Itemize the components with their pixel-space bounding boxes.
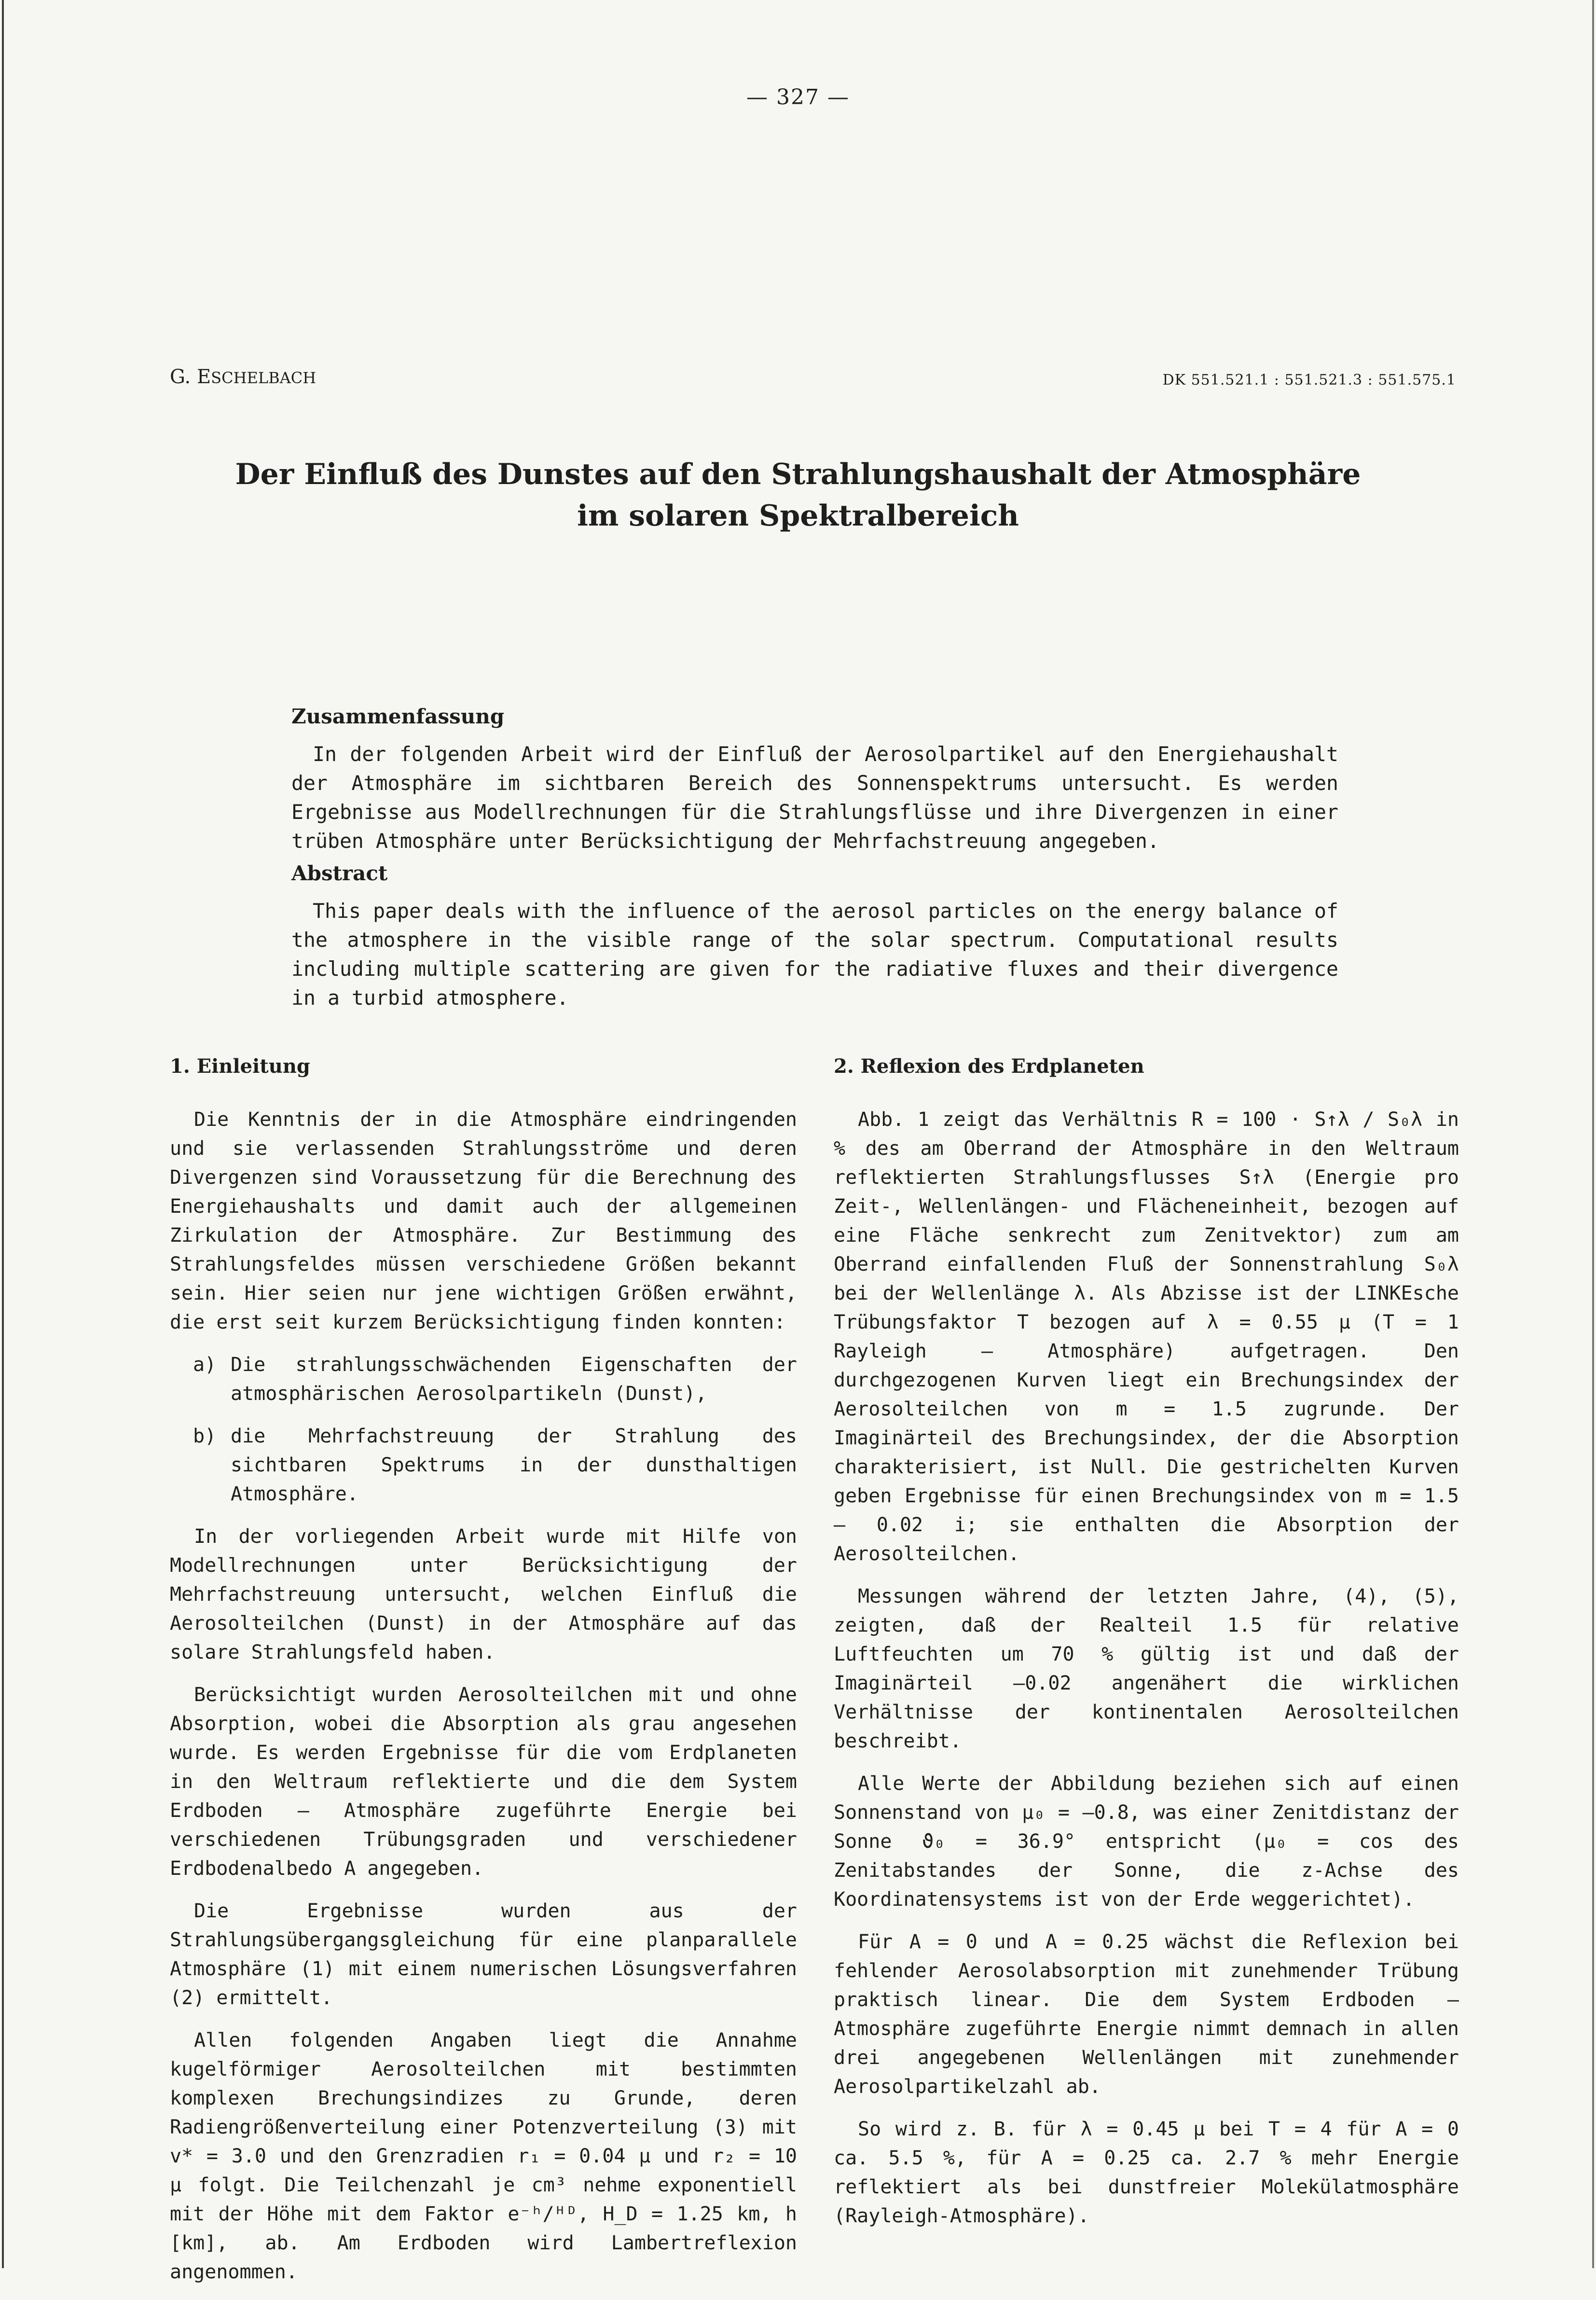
section-2-paragraph: Alle Werte der Abbildung beziehen sich auf einen Sonnenstand von μ₀ = —0.8, was einer Zenitdistanz der Sonne ϑ₀ = 36.9° entspricht (μ₀ = cos des Zenitabstandes der Sonne, die z-Achse des Koordinatensystems ist von der Erde weggerichtet). — [834, 1773, 1459, 1911]
title-line-2: im solaren Spektralbereich — [577, 499, 1019, 533]
section-2-paragraph: Abb. 1 zeigt das Verhältnis R = 100 · S↑λ / S₀λ in % des am Oberrand der Atmosphäre in den Weltraum reflektierten Strahlungsflusses S↑λ (Energie pro Zeit-, Wellenlängen- und Flächeneinheit, bezogen auf eine Fläche senkrecht zum Zenitvektor) zum am Oberrand einfallenden Fluß der Sonnenstrahlung S₀λ bei der Wellenlänge λ. Als Abzisse ist der LINKEsche Trübungsfaktor T bezogen auf λ = 0.55 μ (T = 1 Rayleigh — Atmosphäre) aufgetragen. Den durchgezogenen Kurven liegt ein Brechungsindex der Aerosolteilchen von m = 1.5 zugrunde. Der Imaginärteil des Brechungsindex, der die Absorption charakterisiert, ist Null. Die gestrichelten Kurven geben Ergebnisse für einen Brechungsindex von m = 1.5 — 0.02 i; sie enthalten die Absorption der Aerosolteilchen. — [834, 1108, 1459, 1565]
section-2-heading: 2. Reflexion des Erdplaneten — [834, 1055, 1144, 1078]
list-item-text: Die strahlungsschwächenden Eigenschaften der atmosphärischen Aerosolpartikeln (Dunst), — [231, 1354, 797, 1405]
section-2-paragraph: Messungen während der letzten Jahre, (4), (5), zeigten, daß der Realteil 1.5 für relative Luftfeuchten um 70 % gültig ist und daß der Imaginärteil —0.02 angenähert die wirklichen Verhältnisse der kontinentalen Aerosolteilchen beschreibt. — [834, 1585, 1459, 1752]
scan-edge-right — [1592, 0, 1594, 2268]
section-1-paragraph: Die Ergebnisse wurden aus der Strahlungsübergangsgleichung für eine planparallele Atmosphäre (1) mit einem numerischen Lösungsverfahren (2) ermittelt. — [170, 1900, 797, 2009]
section-2-paragraph: So wird z. B. für λ = 0.45 μ bei T = 4 für A = 0 ca. 5.5 %, für A = 0.25 ca. 2.7 % mehr Energie reflektiert als bei dunstfreier Molekülatmosphäre (Rayleigh-Atmosphäre). — [834, 2118, 1459, 2227]
title-line-1: Der Einfluß des Dunstes auf den Strahlungshaushalt der Atmosphäre — [235, 457, 1361, 491]
author-initial: G. E — [170, 366, 211, 388]
section-1-paragraph: Berücksichtigt wurden Aerosolteilchen mit und ohne Absorption, wobei die Absorption als grau angesehen wurde. Es werden Ergebnisse für die vom Erdplaneten in den Weltraum reflektierte und die dem System Erdboden — Atmosphäre zugeführte Energie bei verschiedenen Trübungsgraden und verschiedener Erdbodenalbedo A angegeben. — [170, 1684, 797, 1880]
list-item — [170, 1350, 797, 1408]
dk-classification: DK 551.521.1 : 551.521.3 : 551.575.1 — [1162, 372, 1456, 388]
column-left — [170, 1052, 797, 2300]
abstract-heading: Abstract — [291, 861, 388, 885]
zusammenfassung — [291, 702, 1338, 856]
paper-title — [0, 454, 1596, 537]
list-marker: b) — [193, 1425, 217, 1447]
list-item — [170, 1422, 797, 1509]
column-right — [834, 1052, 1459, 2244]
page-number: — 327 — — [746, 85, 850, 110]
abstract-text: This paper deals with the influence of the aerosol particles on the energy balance of the atmosphere in the visible range of the solar spectrum. Computational results including multiple scattering are given for the radiative fluxes and their divergence in a turbid atmosphere. — [291, 899, 1338, 1010]
section-1-paragraph: Die Kenntnis der in die Atmosphäre eindringenden und sie verlassenden Strahlungsströme und deren Divergenzen sind Voraussetzung für die Berechnung des Energiehaushalts und damit auch der allgemeinen Zirkulation der Atmosphäre. Zur Bestimmung des Strahlungsfeldes müssen verschiedene Größen bekannt sein. Hier seien nur jene wichtigen Größen erwähnt, die erst seit kurzem Berücksichtigung finden konnten: — [170, 1108, 797, 1333]
section-2-paragraph: Für A = 0 und A = 0.25 wächst die Reflexion bei fehlender Aerosolabsorption mit zunehmender Trübung praktisch linear. Die dem System Erdboden — Atmosphäre zugeführte Energie nimmt demnach in allen drei angegebenen Wellenlängen mit zunehmender Aerosolpartikelzahl ab. — [834, 1931, 1459, 2098]
author — [170, 366, 316, 388]
list-item-text: die Mehrfachstreuung der Strahlung des sichtbaren Spektrums in der dunsthaltigen Atmosphäre. — [231, 1425, 797, 1505]
abstract — [291, 859, 1338, 1012]
section-1-paragraph: Allen folgenden Angaben liegt die Annahme kugelförmiger Aerosolteilchen mit bestimmten komplexen Brechungsindizes zu Grunde, deren Radiengrößenverteilung einer Potenzverteilung (3) mit v* = 3.0 und den Grenzradien r₁ = 0.04 μ und r₂ = 10 μ folgt. Die Teilchenzahl je cm³ nehme exponentiell mit der Höhe mit dem Faktor e⁻ʰ/ᴴᴰ, H_D = 1.25 km, h [km], ab. Am Erdboden wird Lambertreflexion angenommen. — [170, 2029, 797, 2283]
zusammenfassung-heading: Zusammenfassung — [291, 705, 505, 728]
section-1-heading: 1. Einleitung — [170, 1055, 310, 1078]
scan-edge-left — [2, 0, 4, 2268]
list-marker: a) — [193, 1354, 217, 1376]
section-1-paragraph: In der vorliegenden Arbeit wurde mit Hilfe von Modellrechnungen unter Berücksichtigung der Mehrfachstreuung untersucht, welchen Einfluß die Aerosolteilchen (Dunst) in der Atmosphäre auf das solare Strahlungsfeld haben. — [170, 1525, 797, 1663]
zusammenfassung-text: In der folgenden Arbeit wird der Einfluß der Aerosolpartikel auf den Energiehaushalt der Atmosphäre im sichtbaren Bereich des Sonnenspektrums untersucht. Es werden Ergebnisse aus Modellrechnungen für die Strahlungsflüsse und ihre Divergenzen in einer trüben Atmosphäre unter Berücksichtigung der Mehrfachstreuung angegeben. — [291, 742, 1338, 853]
author-surname: SCHELBACH — [211, 369, 316, 387]
